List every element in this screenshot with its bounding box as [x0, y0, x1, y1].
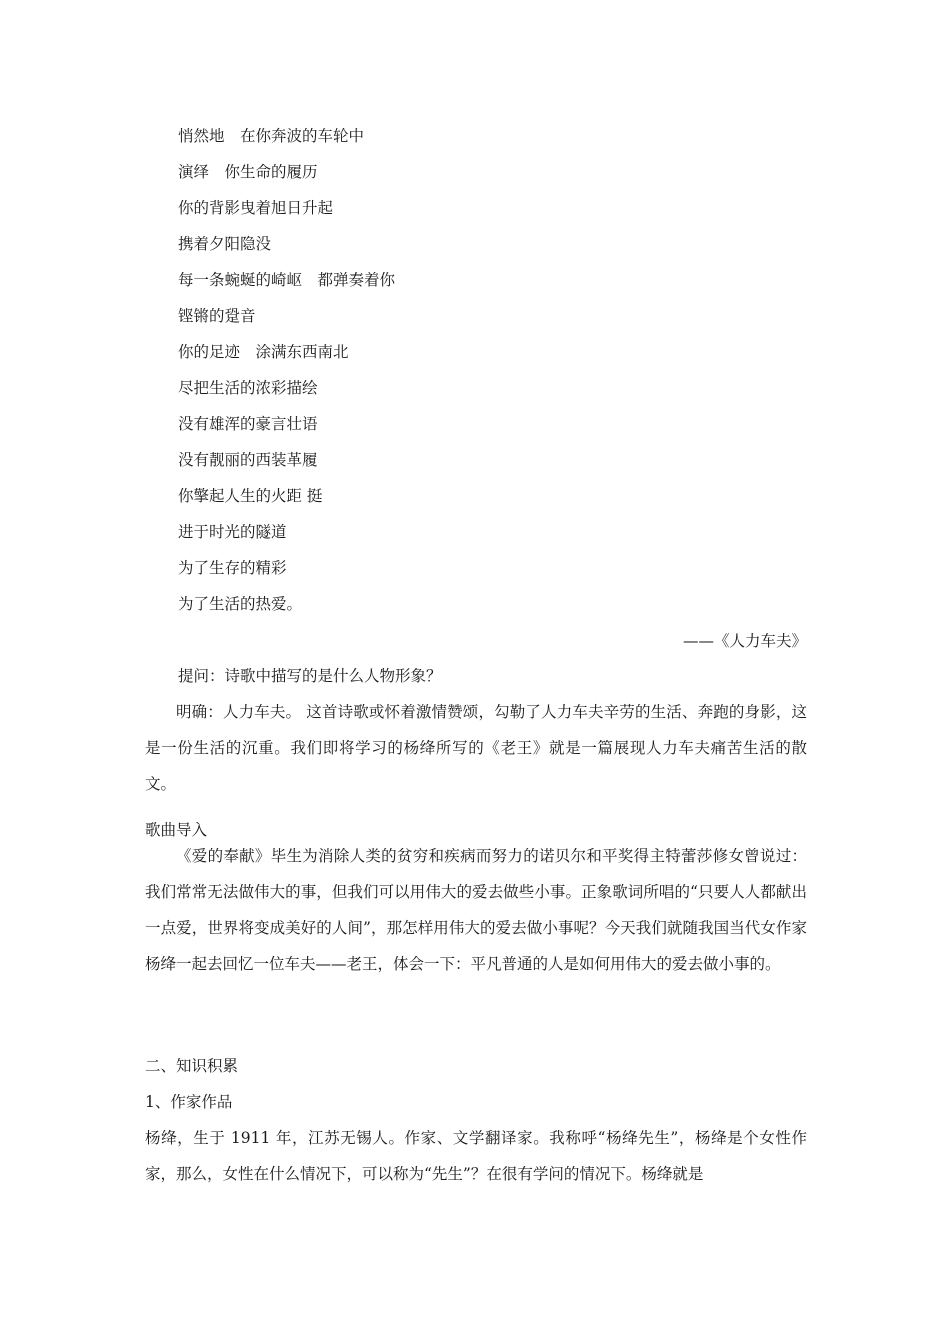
poem-line: 尽把生活的浓彩描绘: [178, 379, 318, 397]
subsection-heading: 1、作家作品: [145, 1093, 233, 1111]
poem-line: 你擎起人生的火距 挺: [178, 487, 323, 505]
section-heading: 二、知识积累: [145, 1057, 239, 1075]
author-text: 杨绛，生于 1911 年，江苏无锡人。作家、文学翻译家。我称呼“杨绛先生”，杨绛是个女性作家，那么，女性在什么情况下，可以称为“先生”？在很有学问的情况下。杨绛就是: [145, 1129, 807, 1183]
song-heading: 歌曲导入: [145, 821, 208, 839]
poem-line: 悄然地 在你奔波的车轮中: [178, 127, 365, 145]
poem-line: 没有靓丽的西装革履: [178, 451, 318, 469]
poem-line: 为了生存的精彩: [178, 559, 287, 577]
poem-line: 进于时光的隧道: [178, 523, 287, 541]
answer-paragraph: [145, 694, 807, 802]
poem-line: 没有雄浑的豪言壮语: [178, 415, 318, 433]
answer-text: 明确：人力车夫。 这首诗歌或怀着激情赞颂，勾勒了人力车夫辛劳的生活、奔跑的身影，这是一份生活的沉重。我们即将学习的杨绛所写的《老王》就是一篇展现人力车夫痛苦生活的散文。: [145, 703, 807, 793]
poem-line: 你的足迹 涂满东西南北: [178, 343, 349, 361]
poem-attribution: ——《人力车夫》: [682, 632, 807, 650]
author-paragraph: [145, 1120, 807, 1192]
poem-line: 每一条蜿蜒的崎岖 都弹奏着你: [178, 271, 396, 289]
song-text: 《爱的奉献》毕生为消除人类的贫穷和疾病而努力的诺贝尔和平奖得主特蕾莎修女曾说过：我们常常无法做伟大的事，但我们可以用伟大的爱去做些小事。正象歌词所唱的“只要人人都献出一点爱，世界将变成美好的人间”，那怎样用伟大的爱去做小事呢？今天我们就随我国当代女作家杨绛一起去回忆一位车夫——老王，体会一下：平凡普通的人是如何用伟大的爱去做小事的。: [145, 847, 807, 973]
poem-line: 演绎 你生命的履历: [178, 163, 318, 181]
poem-line: 铿锵的跫音: [178, 307, 256, 325]
song-paragraph: [145, 838, 807, 982]
poem-line: 携着夕阳隐没: [178, 235, 272, 253]
poem-line: 你的背影曳着旭日升起: [178, 199, 334, 217]
question-text: 提问：诗歌中描写的是什么人物形象？: [178, 667, 442, 685]
poem-line: 为了生活的热爱。: [178, 595, 303, 613]
